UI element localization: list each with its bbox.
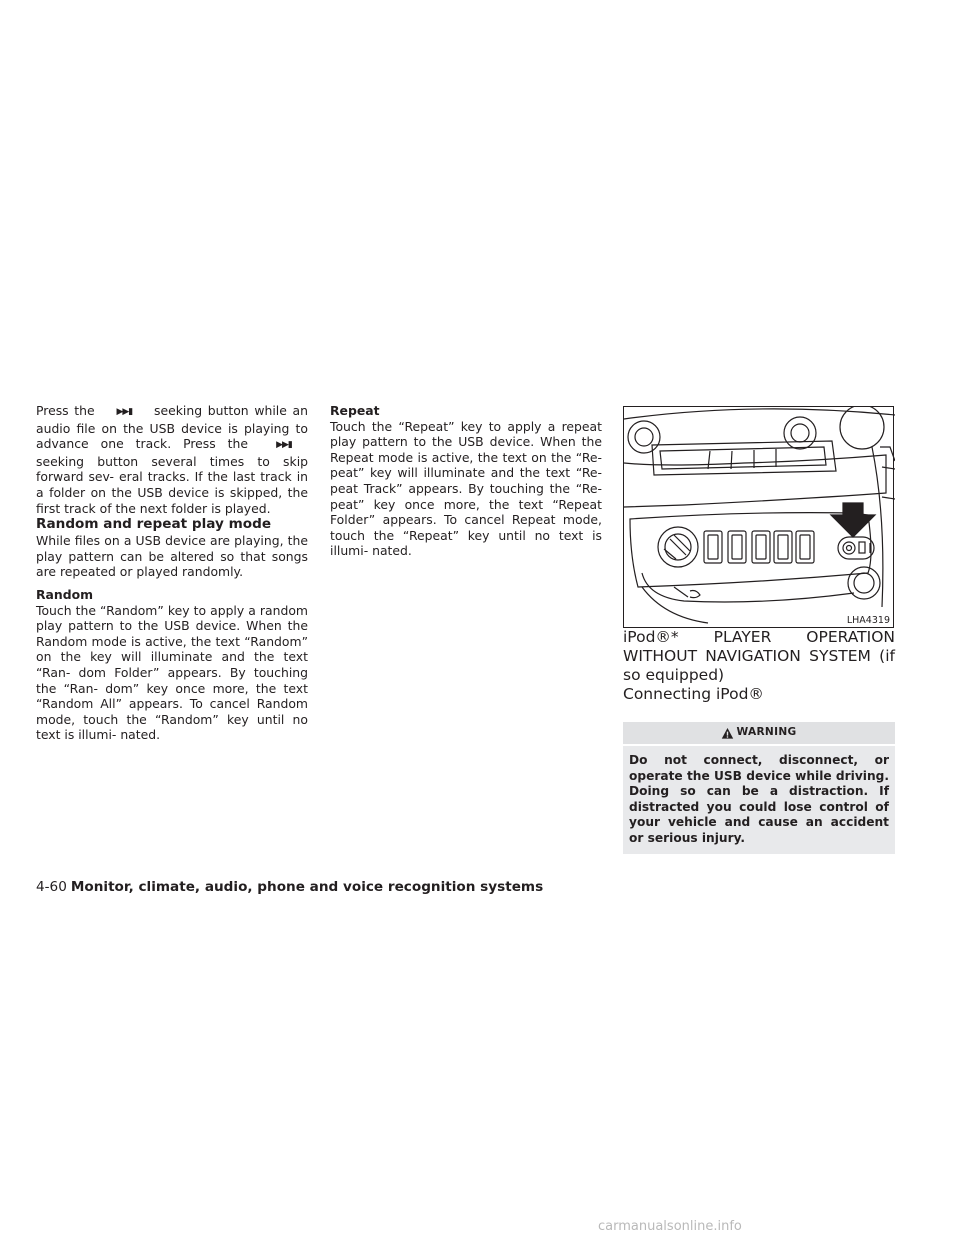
warning-box xyxy=(623,722,895,854)
warning-label: WARNING xyxy=(736,726,797,739)
seek-forward-icon: ▶▶▮ xyxy=(276,440,292,451)
seek-forward-icon: ▶▶▮ xyxy=(116,407,133,417)
section-subtitle: Connecting iPod® xyxy=(623,685,764,703)
page-footer xyxy=(36,879,543,896)
watermark: carmanualsonline.info xyxy=(598,1219,742,1234)
seek-text-before: Press the xyxy=(36,403,95,418)
warning-text: Do not connect, disconnect, or operate the USB device while driving. Doing so can be a distraction. If distracted you could lose control of your vehicle and cause an accident or serious injury. xyxy=(623,744,895,854)
section-title: iPod®* PLAYER OPERATION WITHOUT NAVIGATION SYSTEM (if so equipped) xyxy=(623,628,895,684)
page-number: 4-60 xyxy=(36,879,67,895)
warning-triangle-icon xyxy=(721,727,734,740)
random-heading: Random xyxy=(36,586,94,602)
right-column xyxy=(623,406,895,854)
warning-header xyxy=(623,722,895,744)
section-heading: Random and repeat play mode xyxy=(36,516,272,533)
section-intro: While files on a USB device are playing, the play pattern can be altered so that songs are repeated or played randomly. xyxy=(36,533,308,580)
seek-text-after: seeking button several times to skip forward sev- eral tracks. If the last track in a folder on the USB device is skipped, the first track of the next folder is played. xyxy=(36,453,308,516)
random-text: Touch the “Random” key to apply a random play pattern to the USB device. When the Random mode is active, the text “Random” on the key will illuminate and the text “Ran- dom Folder” appears. By touching the “Ran- dom” key once more, the text “Random All” appears. To cancel Random mode, touch the “Random” key until no text is illumi- nated. xyxy=(36,602,308,743)
repeat-heading: Repeat xyxy=(330,403,380,418)
chapter-title: Monitor, climate, audio, phone and voice recognition systems xyxy=(70,879,544,895)
figure-code: LHA4319 xyxy=(846,615,890,626)
seek-paragraph xyxy=(36,403,308,516)
usb-port-dashboard-illustration xyxy=(624,407,895,629)
usb-port-figure xyxy=(623,406,894,628)
seek-text-middle: seeking button while an audio file on the USB device is playing to advance one track. Press the xyxy=(36,403,308,452)
left-column xyxy=(36,403,308,743)
repeat-text: Touch the “Repeat” key to apply a repeat play pattern to the USB device. When the Repeat mode is active, the text on the “Re- peat” key will illuminate and the text “Re- peat Track” appears. By touching the “Re- peat” key once more, the text “Repeat Folder” appears. To cancel Repeat mode, touch the “Repeat” key until no text is illumi- nated. xyxy=(330,418,602,559)
middle-column xyxy=(330,403,602,559)
